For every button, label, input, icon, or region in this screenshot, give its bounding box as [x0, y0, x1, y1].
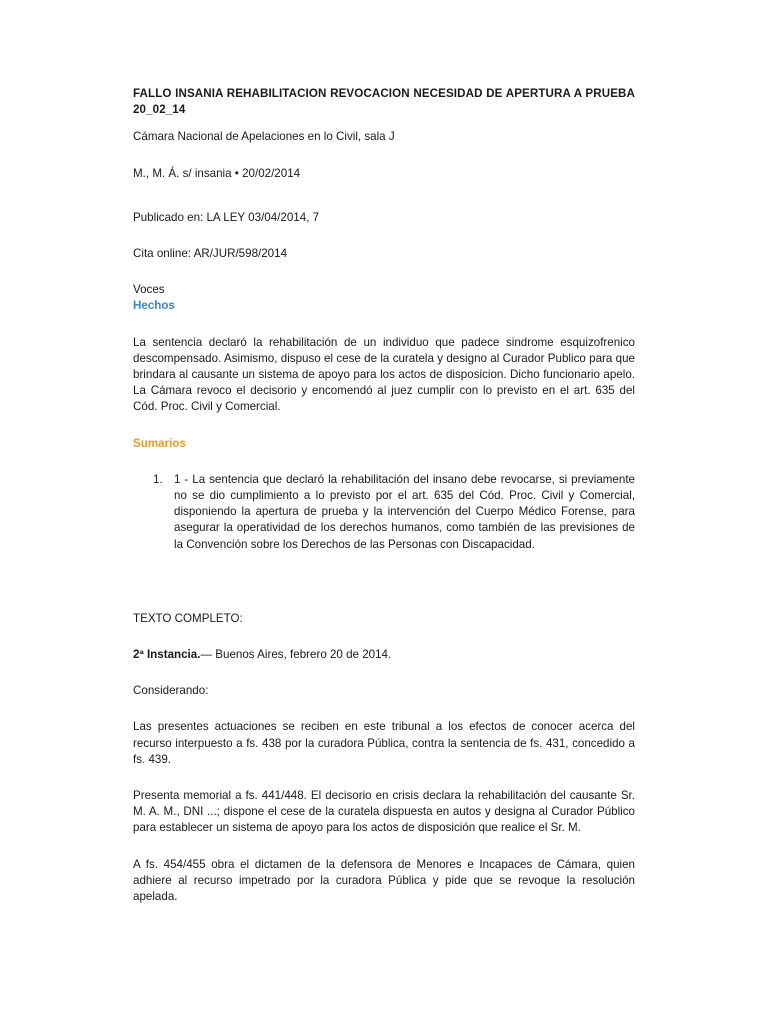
- document-title: FALLO INSANIA REHABILITACION REVOCACION NECESIDAD DE APERTURA A PRUEBA 20_02_14: [133, 87, 635, 117]
- facts-heading: Hechos: [133, 299, 175, 313]
- considering-label: Considerando:: [133, 684, 209, 698]
- summaries-list: [133, 472, 635, 553]
- document-page: [133, 86, 635, 905]
- court-name: Cámara Nacional de Apelaciones en lo Civil, sala J: [133, 130, 395, 144]
- summaries-heading: Sumarios: [133, 436, 186, 450]
- full-text-heading: TEXTO COMPLETO:: [133, 611, 243, 625]
- online-citation: Cita online: AR/JUR/598/2014: [133, 247, 288, 261]
- facts-text: La sentencia declaró la rehabilitación de un individuo que padece sindrome esquizofrenico descompensado. Asimismo, dispuso el cese de la curatela y designo al Curador Publico para que brindara al causante un sistema de apoyo para los actos de disposicion. Dicho funcionario apelo. La Cámara revoco el decisorio y encomendó al juez cumplir con lo previsto en el art. 635 del Cód. Proc. Civil y Comercial.: [133, 335, 635, 414]
- list-item: [133, 472, 635, 553]
- summary-text: 1 - La sentencia que declaró la rehabilitación del insano debe revocarse, si previamente no se dio cumplimiento a lo previsto por el art. 635 del Cód. Proc. Civil y Comercial, disponiendo la apertura de prueba y la intervención del Cuerpo Médico Forense, para asegurar la operatividad de los derechos humanos, como también de las previsiones de la Convención sobre los Derechos de las Personas con Discapacidad.: [174, 472, 635, 551]
- instance-line: [133, 647, 635, 663]
- voces-label: Voces: [133, 283, 165, 297]
- paragraph: A fs. 454/455 obra el dictamen de la defensora de Menores e Incapaces de Cámara, quien adhiere al recurso impetrado por la curadora Pública y pide que se revoque la resolución apelada.: [133, 857, 635, 904]
- paragraph: Las presentes actuaciones se reciben en este tribunal a los efectos de conocer acerca del recurso interpuesto a fs. 438 por la curadora Pública, contra la sentencia de fs. 431, concedido a fs. 439.: [133, 720, 635, 766]
- instance-date: — Buenos Aires, febrero 20 de 2014.: [200, 648, 392, 662]
- publication-info: Publicado en: LA LEY 03/04/2014, 7: [133, 210, 320, 224]
- summary-number: 1.: [153, 472, 163, 486]
- case-name: M., M. Á. s/ insania • 20/02/2014: [133, 166, 301, 180]
- paragraph: Presenta memorial a fs. 441/448. El decisorio en crisis declara la rehabilitación del causante Sr. M. A. M., DNI ...; dispone el cese de la curatela dispuesta en autos y designa al Curador Público para establecer un sistema de apoyo para los actos de disposición que realice el Sr. M.: [133, 789, 635, 835]
- instance-label: 2ª Instancia.: [133, 648, 201, 662]
